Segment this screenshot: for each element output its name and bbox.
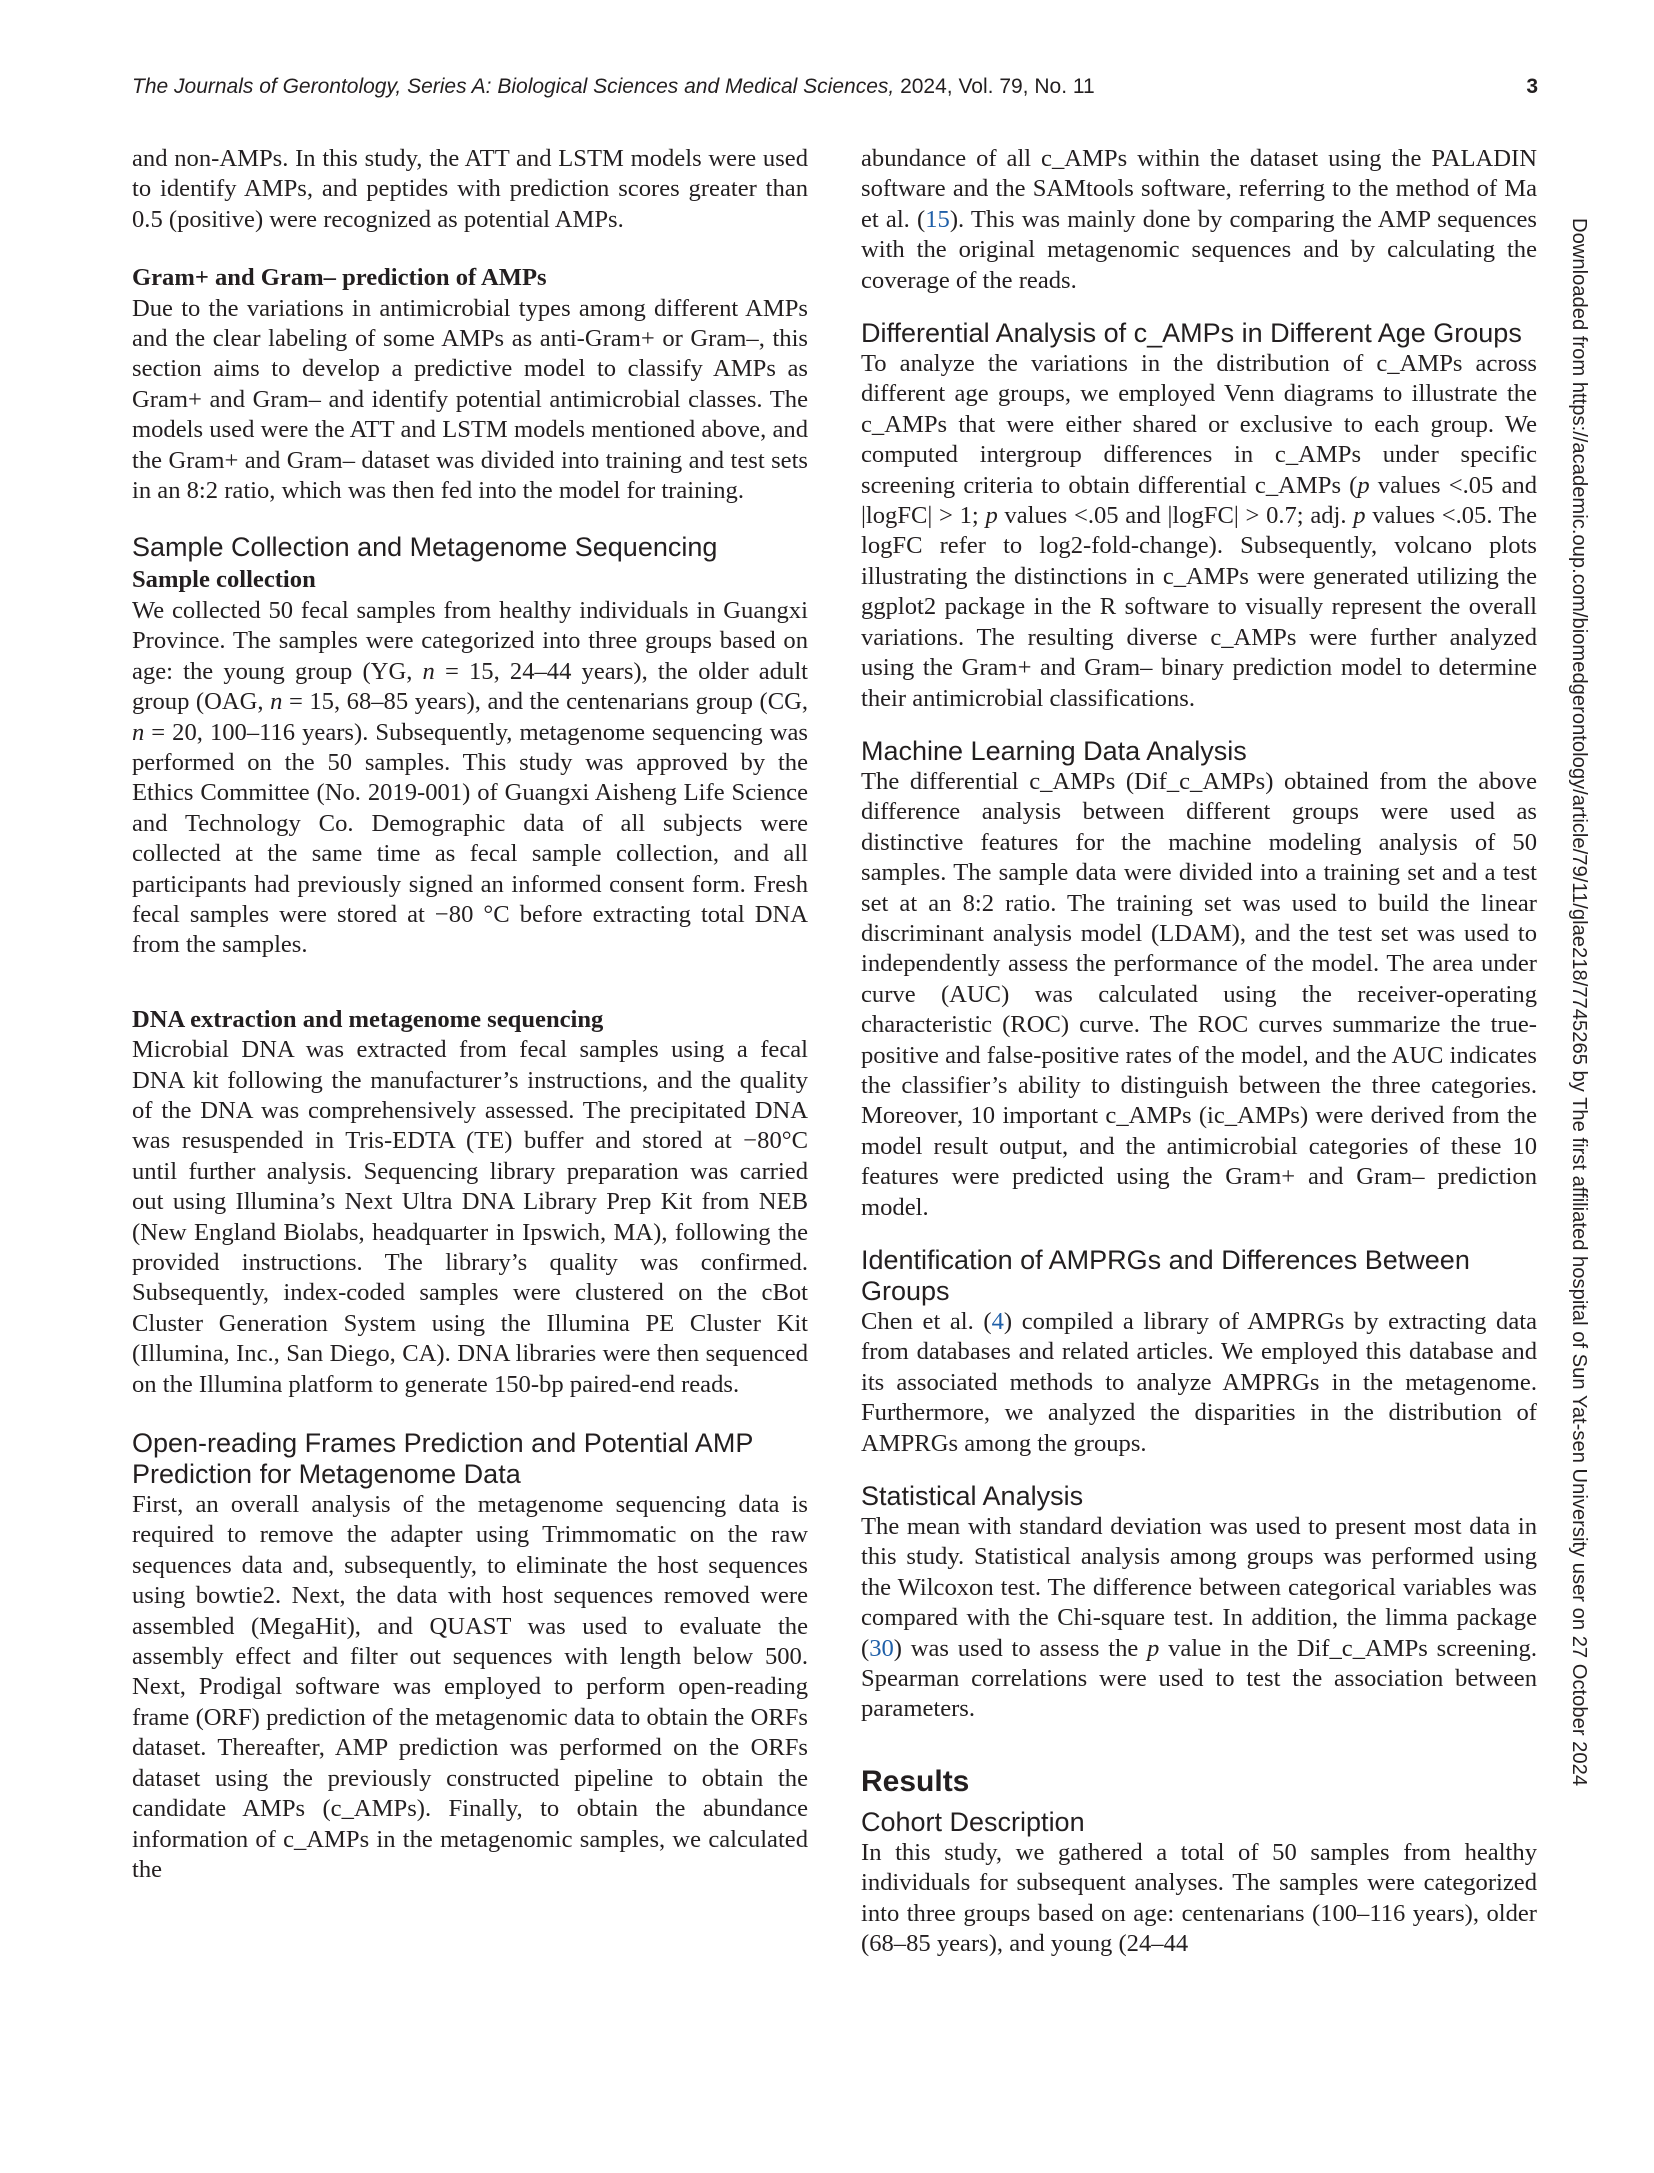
dna-heading: DNA extraction and metagenome sequencing bbox=[132, 1005, 604, 1033]
differential-section-heading: Differential Analysis of c_AMPs in Different Age Groups bbox=[861, 318, 1522, 349]
ml-section-heading: Machine Learning Data Analysis bbox=[861, 735, 1247, 766]
right-column bbox=[861, 144, 1537, 1960]
intro-paragraph: and non-AMPs. In this study, the ATT and LSTM models were used to identify AMPs, and peptides with prediction scores greater than 0.5 (positive) were recognized as potential AMPs. bbox=[132, 145, 808, 233]
citation-link[interactable]: 15 bbox=[925, 205, 950, 233]
dna-paragraph: Microbial DNA was extracted from fecal samples using a fecal DNA kit following the manufacturer’s instructions, and the quality of the DNA was comprehensively assessed. The precipitated DNA was resuspended in Tris-EDTA (TE) buffer and stored at −80°C until further analysis. Sequencing library preparation was carried out using Illumina’s Next Ultra DNA Library Prep Kit from NEB (New England Biolabs, headquarter in Ipswich, MA), following the provided instructions. The library’s quality was confirmed. Subsequently, index-coded samples were clustered on the cBot Cluster Generation System using the Illumina PE Cluster Kit (Illumina, Inc., San Diego, CA). DNA libraries were then sequenced on the Illumina platform to generate 150-bp paired-end reads. bbox=[132, 1036, 808, 1398]
ml-paragraph: The differential c_AMPs (Dif_c_AMPs) obtained from the above difference analysis between different groups were used as distinctive features for the machine modeling analysis of 50 samples. The sample data were divided into a training set and a test set at an 8:2 ratio. The training set was used to build the linear discriminant analysis model (LDAM), and the test set was used to independently assess the performance of the model. The area under curve (AUC) was calculated using the receiver-operating characteristic (ROC) curve. The ROC curves summarize the true-positive and false-positive rates of the model, and the AUC indicates the classifier’s ability to distinguish between the three categories. Moreover, 10 important c_AMPs (ic_AMPs) were derived from the model result output, and the antimicrobial categories of these 10 features were predicted using the Gram+ and Gram– prediction model. bbox=[861, 767, 1537, 1221]
differential-paragraph: To analyze the variations in the distribution of c_AMPs across different age groups, we employed Venn diagrams to illustrate the c_AMPs that were either shared or exclusive to each group. We computed intergroup differences in c_AMPs under specific screening criteria to obtain differential c_AMPs (p values <.05 and |logFC| > 1; p values <.05 and |logFC| > 0.7; adj. p values <.05. The logFC refer to log2-fold-change). Subsequently, volcano plots illustrating the distinctions in c_AMPs were generated utilizing the ggplot2 package in the R software to visually represent the overall variations. The resulting diverse c_AMPs were further analyzed using the Gram+ and Gram– binary prediction model to determine their antimicrobial classifications. bbox=[861, 350, 1537, 712]
orf-section-heading: Open-reading Frames Prediction and Potential AMP Prediction for Metagenome Data bbox=[132, 1428, 753, 1490]
journal-title: The Journals of Gerontology, Series A: Biological Sciences and Medical Sciences, bbox=[132, 75, 895, 98]
citation-link[interactable]: 30 bbox=[869, 1634, 894, 1662]
sample-section-heading: Sample Collection and Metagenome Sequencing bbox=[132, 532, 718, 563]
statistics-paragraph: The mean with standard deviation was used to present most data in this study. Statistical analysis among groups was performed using the Wilcoxon test. The difference between categorical variables was compared with the Chi-square test. In addition, the limma package (30) was used to assess the p value in the Dif_c_AMPs screening. Spearman correlations were used to test the association between parameters. bbox=[861, 1513, 1537, 1723]
gram-paragraph: Due to the variations in antimicrobial types among different AMPs and the clear labeling of some AMPs as anti-Gram+ or Gram–, this section aims to develop a predictive model to classify AMPs as Gram+ and Gram– and identify potential antimicrobial classes. The models used were the ATT and LSTM models mentioned above, and the Gram+ and Gram– dataset was divided into training and test sets in an 8:2 ratio, which was then fed into the model for training. bbox=[132, 294, 808, 505]
cohort-section-heading: Cohort Description bbox=[861, 1806, 1085, 1837]
citation-link[interactable]: 4 bbox=[991, 1308, 1004, 1335]
gram-heading: Gram+ and Gram– prediction of AMPs bbox=[132, 264, 547, 292]
page-number: 3 bbox=[1526, 75, 1538, 98]
statistics-section-heading: Statistical Analysis bbox=[861, 1481, 1084, 1512]
left-column bbox=[132, 144, 808, 1885]
sample-paragraph: We collected 50 fecal samples from healthy individuals in Guangxi Province. The samples were categorized into three groups based on age: the young group (YG, n = 15, 24–44 years), the older adult group (OAG, n = 15, 68–85 years), and the centenarians group (CG, n = 20, 100–116 years). Subsequently, metagenome sequencing was performed on the 50 samples. This study was approved by the Ethics Committee (No. 2019-001) of Guangxi Aisheng Life Science and Technology Co. Demographic data of all subjects were collected at the same time as fecal sample collection, and all participants had previously signed an informed consent form. Fresh fecal samples were stored at −80 °C before extracting total DNA from the samples. bbox=[132, 596, 809, 959]
amprg-section-heading: Identification of AMPRGs and Differences Between Groups bbox=[861, 1245, 1470, 1306]
results-heading: Results bbox=[861, 1764, 970, 1798]
sample-subheading: Sample collection bbox=[132, 566, 316, 594]
cohort-paragraph: In this study, we gathered a total of 50 samples from healthy individuals for subsequent analyses. The samples were categorized into three groups based on age: centenarians (100–116 years), older (68–85 years), and young (24–44 bbox=[861, 1838, 1537, 1958]
amprg-paragraph: Chen et al. (4) compiled a library of AMPRGs by extracting data from databases and related articles. We employed this database and its associated methods to analyze AMPRGs in the metagenome. Furthermore, we analyzed the disparities in the distribution of AMPRGs among the groups. bbox=[861, 1308, 1538, 1457]
download-notice: Downloaded from https://academic.oup.com/biomedgerontology/article/79/11/glae218/7745265 by The first affiliated hospital of Sun Yat-sen University user on 27 October 2024 bbox=[1568, 218, 1590, 1787]
orf-paragraph: First, an overall analysis of the metagenome sequencing data is required to remove the adapter using Trimmomatic on the raw sequences data and, subsequently, to eliminate the host sequences using bowtie2. Next, the data with host sequences removed were assembled (MegaHit), and QUAST was used to evaluate the assembly effect and filter out sequences with length below 500. Next, Prodigal software was employed to perform open-reading frame (ORF) prediction of the metagenomic data to obtain the ORFs dataset. Thereafter, AMP prediction was performed on the ORFs dataset using the previously constructed pipeline to obtain the candidate AMPs (c_AMPs). Finally, to obtain the abundance information of c_AMPs in the metagenomic samples, we calculated the bbox=[132, 1491, 808, 1883]
continued-paragraph: abundance of all c_AMPs within the dataset using the PALADIN software and the SAMtools software, referring to the method of Ma et al. (15). This was mainly done by comparing the AMP sequences with the original metagenomic sequences and by calculating the coverage of the reads. bbox=[861, 145, 1538, 294]
journal-issue: 2024, Vol. 79, No. 11 bbox=[900, 75, 1095, 98]
running-head bbox=[132, 72, 1538, 102]
